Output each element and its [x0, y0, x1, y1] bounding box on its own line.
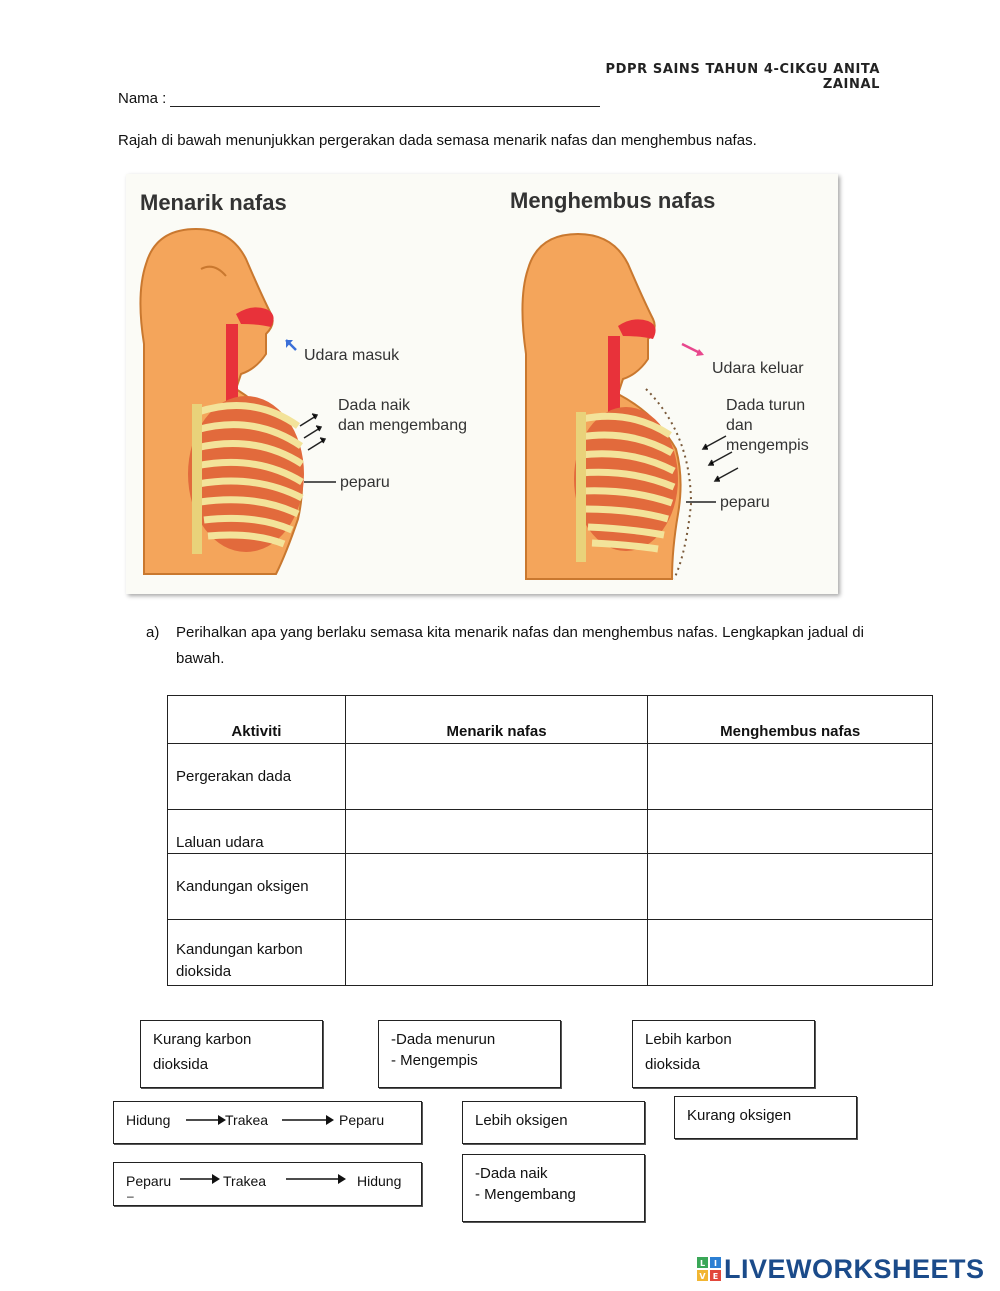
exhale-title: Menghembus nafas [510, 188, 716, 213]
inhale-lungs-label: peparu [340, 474, 390, 491]
intro-text: Rajah di bawah menunjukkan pergerakan dada semasa menarik nafas dan menghembus nafas. [118, 132, 757, 149]
exhale-spine [576, 412, 586, 562]
table-header-row [168, 696, 933, 744]
exhale-chest-label-2: dan [726, 417, 753, 434]
inhale-air-label: Udara masuk [304, 347, 400, 364]
drop-cell-oxygen-inhale[interactable] [345, 854, 648, 920]
route-out-end: Hidung [357, 1173, 402, 1189]
arrow-right-icon [282, 1114, 334, 1126]
name-blank-line[interactable] [170, 92, 600, 107]
card-line: Kurang oksigen [687, 1107, 792, 1124]
drop-cell-chest-inhale[interactable] [345, 744, 648, 810]
name-field [118, 90, 600, 107]
exhale-trachea [608, 336, 620, 419]
inhale-chest-label-1: Dada naik [338, 397, 411, 414]
table-row [168, 744, 933, 810]
live-badge-icon [697, 1257, 721, 1281]
answer-card-kurang-oksigen[interactable] [674, 1096, 857, 1139]
card-line: Lebih karbon [645, 1031, 732, 1048]
card-line: -Dada menurun [391, 1031, 496, 1048]
activity-table [167, 695, 933, 986]
exhale-figure [522, 234, 738, 579]
badge-letter-3: V [699, 1272, 706, 1281]
card-line: Lebih oksigen [475, 1112, 568, 1129]
card-line: dioksida [153, 1056, 209, 1073]
exhale-chest-label-1: Dada turun [726, 397, 806, 414]
card-line: Kurang karbon [153, 1031, 252, 1048]
answer-card-route-out[interactable] [113, 1162, 422, 1206]
card-line: -Dada naik [475, 1165, 548, 1182]
badge-letter-2: I [714, 1259, 717, 1268]
breathing-diagram [126, 174, 838, 594]
drop-cell-co2-exhale[interactable] [648, 920, 933, 986]
drop-cell-oxygen-exhale[interactable] [648, 854, 933, 920]
drop-cell-airway-exhale[interactable] [648, 810, 933, 854]
inhale-chest-arrows [300, 414, 325, 450]
inhale-chest-label-2: dan mengembang [338, 417, 467, 434]
answer-card-dada-menurun[interactable] [378, 1020, 561, 1088]
inhale-spine [192, 404, 202, 554]
exhale-air-label: Udara keluar [712, 360, 804, 377]
route-in-start: Hidung [126, 1112, 171, 1128]
route-out-middle: Trakea [223, 1173, 267, 1189]
row-label-chest: Pergerakan dada [168, 744, 346, 810]
header-inhale: Menarik nafas [345, 696, 648, 744]
question-text: Perihalkan apa yang berlaku semasa kita menarik nafas dan menghembus nafas. Lengkapkan jadual di bawah. [176, 624, 864, 667]
table-row [168, 854, 933, 920]
table-row [168, 920, 933, 986]
route-out-start: Peparu [126, 1173, 172, 1189]
exhale-lungs-label: peparu [720, 494, 770, 511]
row-label-oxygen: Kandungan oksigen [168, 854, 346, 920]
liveworksheets-logo [697, 1252, 985, 1286]
answer-card-dada-naik[interactable] [462, 1154, 645, 1222]
header-activity: Aktiviti [168, 696, 346, 744]
question-a [146, 620, 906, 667]
card-line: dioksida [645, 1056, 701, 1073]
card-line: - Mengembang [475, 1186, 576, 1203]
route-in-middle: Trakea [225, 1112, 269, 1128]
question-label: a) [146, 624, 160, 641]
answer-card-lebih-karbon[interactable] [632, 1020, 815, 1088]
table-row [168, 810, 933, 854]
exhale-chest-label-3: mengempis [726, 437, 809, 454]
route-out-stray-mark: – [127, 1189, 134, 1203]
arrow-right-icon [286, 1173, 346, 1185]
badge-letter-4: E [712, 1272, 719, 1281]
drop-cell-chest-exhale[interactable] [648, 744, 933, 810]
drop-cell-airway-inhale[interactable] [345, 810, 648, 854]
name-label: Nama : [118, 90, 167, 107]
arrow-right-icon [186, 1114, 226, 1126]
breathing-illustration [126, 174, 838, 594]
badge-letter-1: L [699, 1259, 706, 1268]
answer-card-kurang-karbon[interactable] [140, 1020, 323, 1088]
row-label-co2: Kandungan karbon dioksida [168, 920, 346, 986]
answer-card-lebih-oksigen[interactable] [462, 1101, 645, 1144]
teacher-credit: PDPR SAINS TAHUN 4-CIKGU ANITA ZAINAL [605, 62, 880, 92]
drop-cell-co2-inhale[interactable] [345, 920, 648, 986]
inhale-title: Menarik nafas [140, 190, 287, 215]
header-exhale: Menghembus nafas [648, 696, 933, 744]
answer-card-route-in[interactable] [113, 1101, 422, 1144]
card-line: - Mengempis [391, 1052, 478, 1069]
arrow-right-icon [180, 1173, 220, 1185]
logo-text: LIVEWORKSHEETS [724, 1253, 985, 1284]
route-in-end: Peparu [339, 1112, 385, 1128]
inhale-figure [140, 229, 336, 574]
row-label-airway: Laluan udara [168, 810, 346, 854]
